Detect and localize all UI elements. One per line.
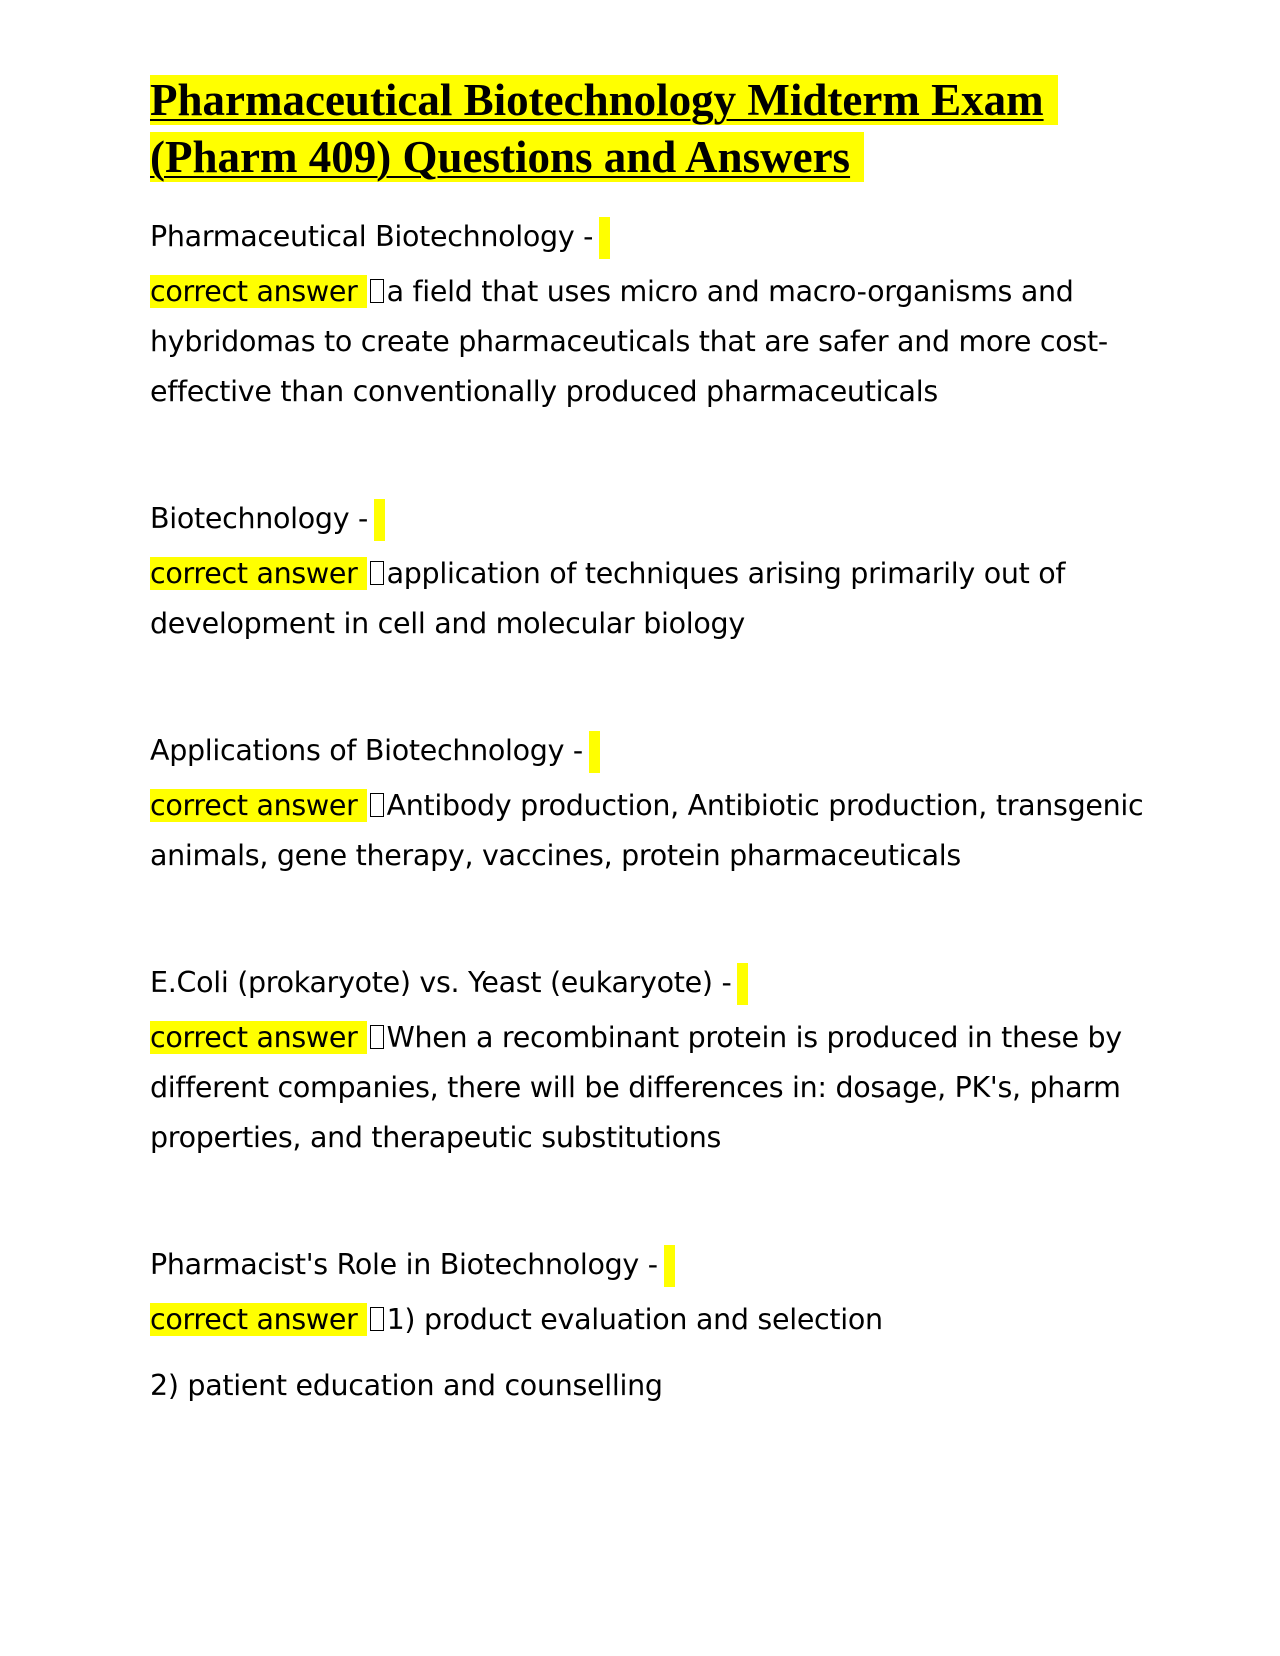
document-title bbox=[150, 72, 1150, 186]
answer-text bbox=[150, 549, 1150, 649]
qa-item bbox=[150, 212, 1150, 417]
question-text bbox=[150, 1240, 1150, 1290]
question-label: Biotechnology - bbox=[150, 502, 369, 535]
qa-item bbox=[150, 726, 1150, 881]
box-glyph-icon bbox=[370, 1025, 384, 1049]
box-glyph-icon bbox=[370, 793, 384, 817]
answer-text bbox=[150, 1295, 1150, 1345]
qa-item bbox=[150, 494, 1150, 649]
highlight-mark bbox=[599, 217, 610, 259]
document-title-text: Pharmaceutical Biotechnology Midterm Exam (Pharm 409) Questions and Answers bbox=[150, 75, 1058, 182]
answer-text bbox=[150, 267, 1150, 417]
answer-label: correct answer bbox=[150, 557, 367, 590]
answer-label: correct answer bbox=[150, 789, 367, 822]
answer-body: application of techniques arising primarily out of development in cell and molecular biology bbox=[150, 557, 1066, 640]
answer-text bbox=[150, 1013, 1150, 1163]
question-text bbox=[150, 494, 1150, 544]
highlight-mark bbox=[737, 963, 748, 1005]
qa-item bbox=[150, 1240, 1150, 1411]
highlight-mark bbox=[374, 499, 385, 541]
highlight-mark bbox=[589, 731, 600, 773]
document-page bbox=[150, 72, 1150, 1488]
answer-body: When a recombinant protein is produced in these by different companies, there will be differences in: dosage, PK's, pharm properties, and therapeutic substitutions bbox=[150, 1021, 1122, 1154]
question-text bbox=[150, 726, 1150, 776]
question-label: E.Coli (prokaryote) vs. Yeast (eukaryote) - bbox=[150, 966, 732, 999]
answer-continuation: 2) patient education and counselling bbox=[150, 1369, 663, 1402]
answer-label: correct answer bbox=[150, 275, 367, 308]
qa-item bbox=[150, 958, 1150, 1163]
answer-label: correct answer bbox=[150, 1303, 367, 1336]
question-text bbox=[150, 212, 1150, 262]
question-label: Pharmacist's Role in Biotechnology - bbox=[150, 1248, 658, 1281]
question-text bbox=[150, 958, 1150, 1008]
question-label: Applications of Biotechnology - bbox=[150, 734, 583, 767]
answer-body: Antibody production, Antibiotic production, transgenic animals, gene therapy, vaccines, protein pharmaceuticals bbox=[150, 789, 1144, 872]
box-glyph-icon bbox=[370, 279, 384, 303]
highlight-mark bbox=[664, 1245, 675, 1287]
answer-body: a field that uses micro and macro-organisms and hybridomas to create pharmaceuticals that are safer and more cost-effective than conventionally produced pharmaceuticals bbox=[150, 275, 1108, 408]
question-label: Pharmaceutical Biotechnology - bbox=[150, 220, 594, 253]
box-glyph-icon bbox=[370, 1307, 384, 1331]
answer-text bbox=[150, 781, 1150, 881]
answer-body: 1) product evaluation and selection bbox=[386, 1303, 883, 1336]
box-glyph-icon bbox=[370, 561, 384, 585]
answer-label: correct answer bbox=[150, 1021, 367, 1054]
